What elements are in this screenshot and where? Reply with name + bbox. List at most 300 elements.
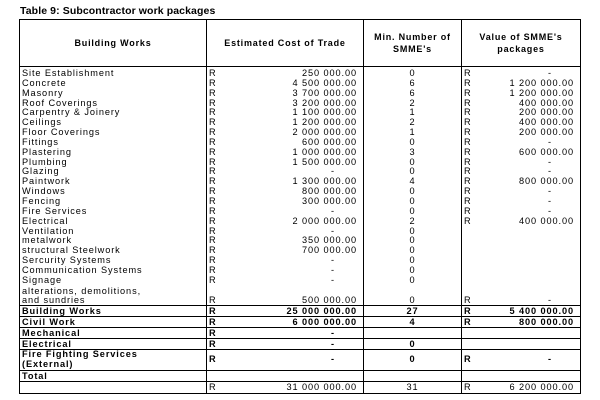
min-count: 31 — [406, 381, 419, 392]
cell-value — [462, 67, 581, 79]
amount: 400 000.00 — [519, 118, 574, 128]
header-row — [20, 20, 581, 67]
amount: - — [548, 187, 552, 197]
currency-prefix: R — [209, 327, 217, 338]
amount: - — [331, 353, 335, 364]
currency-prefix: R — [464, 118, 472, 128]
table-row — [20, 148, 581, 158]
cell-cost — [207, 187, 364, 197]
min-count: 1 — [409, 128, 416, 138]
table-row — [20, 79, 581, 89]
currency-prefix: R — [209, 196, 217, 206]
cell-min — [364, 276, 462, 286]
cell-value — [462, 286, 581, 306]
cell-min — [364, 187, 462, 197]
currency-prefix: R — [209, 187, 217, 197]
min-count: 0 — [409, 246, 416, 256]
cell-grand-min — [364, 381, 462, 393]
cell-work — [20, 118, 207, 128]
min-count: 27 — [406, 305, 419, 316]
work-label: Concrete — [22, 78, 67, 88]
cell-value — [462, 148, 581, 158]
cell-value — [462, 177, 581, 187]
cell-min — [364, 148, 462, 158]
table-row — [20, 276, 581, 286]
cell-cost — [207, 67, 364, 79]
amount: 200 000.00 — [519, 108, 574, 118]
total-row — [20, 370, 581, 381]
work-label: Electrical — [22, 216, 69, 226]
table-row — [20, 197, 581, 207]
table-row — [20, 138, 581, 148]
work-label: Roof Coverings — [22, 98, 98, 108]
currency-prefix: R — [464, 98, 472, 108]
min-count: 6 — [409, 78, 416, 88]
work-label: Signage — [22, 275, 63, 285]
cell-min — [364, 246, 462, 256]
work-label: Fire Services — [22, 206, 88, 216]
min-count: 0 — [409, 206, 416, 216]
table-row — [20, 217, 581, 227]
table-row — [20, 316, 581, 327]
work-label: Fittings — [22, 137, 59, 147]
work-label: Plumbing — [22, 157, 68, 167]
min-count: 0 — [409, 353, 416, 364]
cell-work — [20, 187, 207, 197]
currency-prefix: R — [209, 294, 217, 305]
work-label: Fencing — [22, 196, 61, 206]
cell-empty — [20, 381, 207, 393]
cell-min — [364, 118, 462, 128]
cell-min — [364, 158, 462, 168]
work-label: Floor Coverings — [22, 128, 101, 138]
cell-min — [364, 327, 462, 338]
amount: 800 000.00 — [519, 316, 574, 327]
cell-cost — [207, 177, 364, 187]
cell-work — [20, 227, 207, 237]
min-count: 0 — [409, 167, 416, 177]
cell-work — [20, 349, 207, 370]
cell-empty — [364, 370, 462, 381]
table-row — [20, 187, 581, 197]
amount: - — [548, 157, 552, 167]
amount: 1 100 000.00 — [292, 108, 357, 118]
currency-prefix: R — [464, 78, 472, 88]
table-row — [20, 207, 581, 217]
cell-work — [20, 128, 207, 138]
cell-min — [364, 316, 462, 327]
work-label: Carpentry & Joinery — [22, 108, 121, 118]
cell-value — [462, 246, 581, 256]
work-label: Communication Systems — [22, 265, 143, 275]
amount: - — [548, 167, 552, 177]
amount: 1 300 000.00 — [292, 177, 357, 187]
cell-work — [20, 108, 207, 118]
currency-prefix: R — [464, 177, 472, 187]
cell-value — [462, 266, 581, 276]
currency-prefix: R — [464, 137, 472, 147]
amount: 3 200 000.00 — [292, 98, 357, 108]
min-count: 1 — [409, 108, 416, 118]
table-row — [20, 349, 581, 370]
cell-min — [364, 256, 462, 266]
cell-work — [20, 217, 207, 227]
currency-prefix: R — [464, 294, 472, 305]
cell-value — [462, 207, 581, 217]
amount: 800 000.00 — [302, 187, 357, 197]
work-label: Mechanical — [22, 327, 81, 338]
amount: - — [331, 275, 335, 285]
table-row — [20, 99, 581, 109]
min-count: 0 — [409, 196, 416, 206]
cell-work — [20, 138, 207, 148]
min-count: 2 — [409, 216, 416, 226]
table-row — [20, 256, 581, 266]
currency-prefix: R — [464, 353, 472, 364]
currency-prefix: R — [464, 187, 472, 197]
currency-prefix: R — [464, 167, 472, 177]
cell-min — [364, 227, 462, 237]
amount: - — [331, 206, 335, 216]
amount: 400 000.00 — [519, 216, 574, 226]
currency-prefix: R — [209, 98, 217, 108]
currency-prefix: R — [464, 316, 472, 327]
amount: 800 000.00 — [519, 177, 574, 187]
cell-value — [462, 138, 581, 148]
cell-min — [364, 236, 462, 246]
cell-work — [20, 236, 207, 246]
cell-value — [462, 89, 581, 99]
currency-prefix: R — [209, 88, 217, 98]
amount: - — [548, 353, 552, 364]
cell-cost — [207, 236, 364, 246]
currency-prefix: R — [209, 78, 217, 88]
cell-work — [20, 338, 207, 349]
table-row — [20, 67, 581, 79]
work-label: Plastering — [22, 147, 72, 157]
currency-prefix: R — [209, 137, 217, 147]
table-row — [20, 177, 581, 187]
amount: 200 000.00 — [519, 128, 574, 138]
cell-cost — [207, 99, 364, 109]
amount: 300 000.00 — [302, 196, 357, 206]
work-label: Site Establishment — [22, 68, 115, 78]
amount: - — [548, 68, 552, 78]
header-min-smme: Min. Number of SMME's — [364, 20, 462, 67]
work-label: Ceilings — [22, 118, 62, 128]
table-row — [20, 128, 581, 138]
cell-value — [462, 217, 581, 227]
cell-value — [462, 227, 581, 237]
cell-cost — [207, 108, 364, 118]
amount: - — [331, 167, 335, 177]
cell-cost — [207, 128, 364, 138]
cell-value — [462, 327, 581, 338]
cell-value — [462, 276, 581, 286]
currency-prefix: R — [464, 88, 472, 98]
cell-total-label — [20, 370, 207, 381]
cell-min — [364, 167, 462, 177]
table-row — [20, 227, 581, 237]
min-count: 0 — [409, 256, 416, 266]
cell-min — [364, 67, 462, 79]
table-row — [20, 167, 581, 177]
amount: - — [331, 226, 335, 236]
cell-empty — [462, 370, 581, 381]
cell-value — [462, 167, 581, 177]
currency-prefix: R — [209, 177, 217, 187]
currency-prefix: R — [464, 206, 472, 216]
cell-min — [364, 138, 462, 148]
min-count: 0 — [409, 157, 416, 167]
table-row — [20, 158, 581, 168]
work-label: Civil Work — [22, 316, 76, 327]
currency-prefix: R — [209, 128, 217, 138]
cell-work — [20, 305, 207, 316]
amount: 2 000 000.00 — [292, 128, 357, 138]
amount: 1 200 000.00 — [509, 88, 574, 98]
cell-value — [462, 118, 581, 128]
table-row — [20, 118, 581, 128]
currency-prefix: R — [464, 147, 472, 157]
work-label: Glazing — [22, 167, 60, 177]
cell-value — [462, 108, 581, 118]
table-row — [20, 327, 581, 338]
cell-work — [20, 99, 207, 109]
work-label: metalwork — [22, 236, 72, 246]
amount: 600 000.00 — [302, 137, 357, 147]
currency-prefix: R — [209, 216, 217, 226]
min-count: 0 — [409, 294, 416, 305]
min-count: 0 — [409, 275, 416, 285]
cell-cost — [207, 276, 364, 286]
currency-prefix: R — [209, 147, 217, 157]
amount: 1 500 000.00 — [292, 157, 357, 167]
cell-grand-cost — [207, 381, 364, 393]
cell-min — [364, 89, 462, 99]
currency-prefix: R — [209, 381, 217, 392]
cell-min — [364, 128, 462, 138]
min-count: 0 — [409, 265, 416, 275]
currency-prefix: R — [464, 128, 472, 138]
min-count: 4 — [409, 316, 416, 327]
cell-value — [462, 349, 581, 370]
amount: 6 000 000.00 — [292, 316, 357, 327]
work-label: (External) — [22, 358, 74, 369]
currency-prefix: R — [209, 157, 217, 167]
amount: - — [548, 137, 552, 147]
min-count: 3 — [409, 147, 416, 157]
cell-cost — [207, 158, 364, 168]
cell-cost — [207, 197, 364, 207]
amount: 350 000.00 — [302, 236, 357, 246]
min-count: 2 — [409, 118, 416, 128]
min-count: 0 — [409, 68, 416, 78]
currency-prefix: R — [464, 196, 472, 206]
cell-cost — [207, 305, 364, 316]
currency-prefix: R — [464, 381, 472, 392]
cell-work — [20, 246, 207, 256]
cell-min — [364, 99, 462, 109]
work-label: Paintwork — [22, 177, 71, 187]
min-count: 0 — [409, 338, 416, 349]
table-row — [20, 305, 581, 316]
amount: - — [548, 294, 552, 305]
subcontractor-table — [19, 19, 581, 394]
work-label: Ventilation — [22, 226, 75, 236]
cell-value — [462, 187, 581, 197]
cell-empty — [207, 370, 364, 381]
cell-cost — [207, 327, 364, 338]
header-estimated-cost: Estimated Cost of Trade — [207, 20, 364, 67]
amount: - — [331, 256, 335, 266]
amount: 250 000.00 — [302, 68, 357, 78]
cell-cost — [207, 256, 364, 266]
work-label: Sercurity Systems — [22, 256, 112, 266]
min-count: 0 — [409, 137, 416, 147]
currency-prefix: R — [209, 118, 217, 128]
cell-min — [364, 349, 462, 370]
cell-cost — [207, 79, 364, 89]
work-label: Masonry — [22, 88, 64, 98]
amount: 1 200 000.00 — [292, 118, 357, 128]
currency-prefix: R — [464, 68, 472, 78]
min-count: 0 — [409, 187, 416, 197]
amount: 400 000.00 — [519, 98, 574, 108]
cell-min — [364, 79, 462, 89]
cell-cost — [207, 118, 364, 128]
cell-cost — [207, 349, 364, 370]
currency-prefix: R — [209, 353, 217, 364]
cell-work — [20, 327, 207, 338]
amount: 600 000.00 — [519, 147, 574, 157]
cell-work — [20, 207, 207, 217]
amount: 25 000 000.00 — [286, 305, 357, 316]
cell-value — [462, 338, 581, 349]
currency-prefix: R — [209, 316, 217, 327]
currency-prefix: R — [464, 305, 472, 316]
work-label: alterations, demolitions, — [22, 285, 142, 296]
cell-min — [364, 197, 462, 207]
table-row — [20, 338, 581, 349]
cell-min — [364, 108, 462, 118]
amount: 2 000 000.00 — [292, 216, 357, 226]
currency-prefix: R — [209, 256, 217, 266]
currency-prefix: R — [464, 157, 472, 167]
cell-work — [20, 79, 207, 89]
cell-cost — [207, 217, 364, 227]
cell-work — [20, 256, 207, 266]
header-value-smme: Value of SMME's packages — [462, 20, 581, 67]
cell-work — [20, 286, 207, 306]
cell-cost — [207, 266, 364, 276]
cell-min — [364, 177, 462, 187]
currency-prefix: R — [209, 206, 217, 216]
cell-work — [20, 148, 207, 158]
cell-value — [462, 236, 581, 246]
cell-cost — [207, 316, 364, 327]
amount: - — [548, 196, 552, 206]
amount: 4 500 000.00 — [292, 78, 357, 88]
cell-value — [462, 99, 581, 109]
cell-value — [462, 256, 581, 266]
currency-prefix: R — [464, 216, 472, 226]
cell-work — [20, 167, 207, 177]
amount: 31 000 000.00 — [286, 381, 357, 392]
cell-work — [20, 67, 207, 79]
cell-min — [364, 338, 462, 349]
cell-work — [20, 266, 207, 276]
table-row — [20, 246, 581, 256]
table-row — [20, 108, 581, 118]
currency-prefix: R — [209, 68, 217, 78]
currency-prefix: R — [209, 236, 217, 246]
amount: 6 200 000.00 — [509, 381, 574, 392]
work-label: Building Works — [22, 305, 102, 316]
cell-min — [364, 305, 462, 316]
work-label: Electrical — [22, 338, 72, 349]
cell-cost — [207, 207, 364, 217]
cell-cost — [207, 246, 364, 256]
work-label: and sundries — [22, 294, 86, 305]
cell-work — [20, 177, 207, 187]
cell-min — [364, 286, 462, 306]
work-label: Windows — [22, 187, 66, 197]
grand-total-row — [20, 381, 581, 393]
amount: - — [331, 327, 335, 338]
amount: - — [331, 338, 335, 349]
cell-grand-value — [462, 381, 581, 393]
currency-prefix: R — [209, 265, 217, 275]
total-label: Total — [22, 370, 48, 381]
amount: 1 000 000.00 — [292, 147, 357, 157]
cell-min — [364, 207, 462, 217]
cell-min — [364, 266, 462, 276]
cell-work — [20, 197, 207, 207]
cell-value — [462, 197, 581, 207]
table-row — [20, 236, 581, 246]
cell-value — [462, 128, 581, 138]
cell-work — [20, 158, 207, 168]
cell-value — [462, 79, 581, 89]
header-building-works: Building Works — [20, 20, 207, 67]
currency-prefix: R — [464, 108, 472, 118]
amount: 700 000.00 — [302, 246, 357, 256]
cell-cost — [207, 138, 364, 148]
currency-prefix: R — [209, 275, 217, 285]
cell-value — [462, 316, 581, 327]
amount: 500 000.00 — [302, 294, 357, 305]
currency-prefix: R — [209, 226, 217, 236]
amount: - — [548, 206, 552, 216]
cell-cost — [207, 89, 364, 99]
currency-prefix: R — [209, 246, 217, 256]
work-label: structural Steelwork — [22, 246, 121, 256]
cell-work — [20, 316, 207, 327]
amount: 1 200 000.00 — [509, 78, 574, 88]
min-count: 0 — [409, 226, 416, 236]
cell-work — [20, 89, 207, 99]
cell-value — [462, 158, 581, 168]
currency-prefix: R — [209, 305, 217, 316]
currency-prefix: R — [209, 338, 217, 349]
amount: 5 400 000.00 — [509, 305, 574, 316]
work-label: Fire Fighting Services — [22, 349, 138, 360]
cell-value — [462, 305, 581, 316]
min-count: 2 — [409, 98, 416, 108]
cell-cost — [207, 148, 364, 158]
min-count: 6 — [409, 88, 416, 98]
